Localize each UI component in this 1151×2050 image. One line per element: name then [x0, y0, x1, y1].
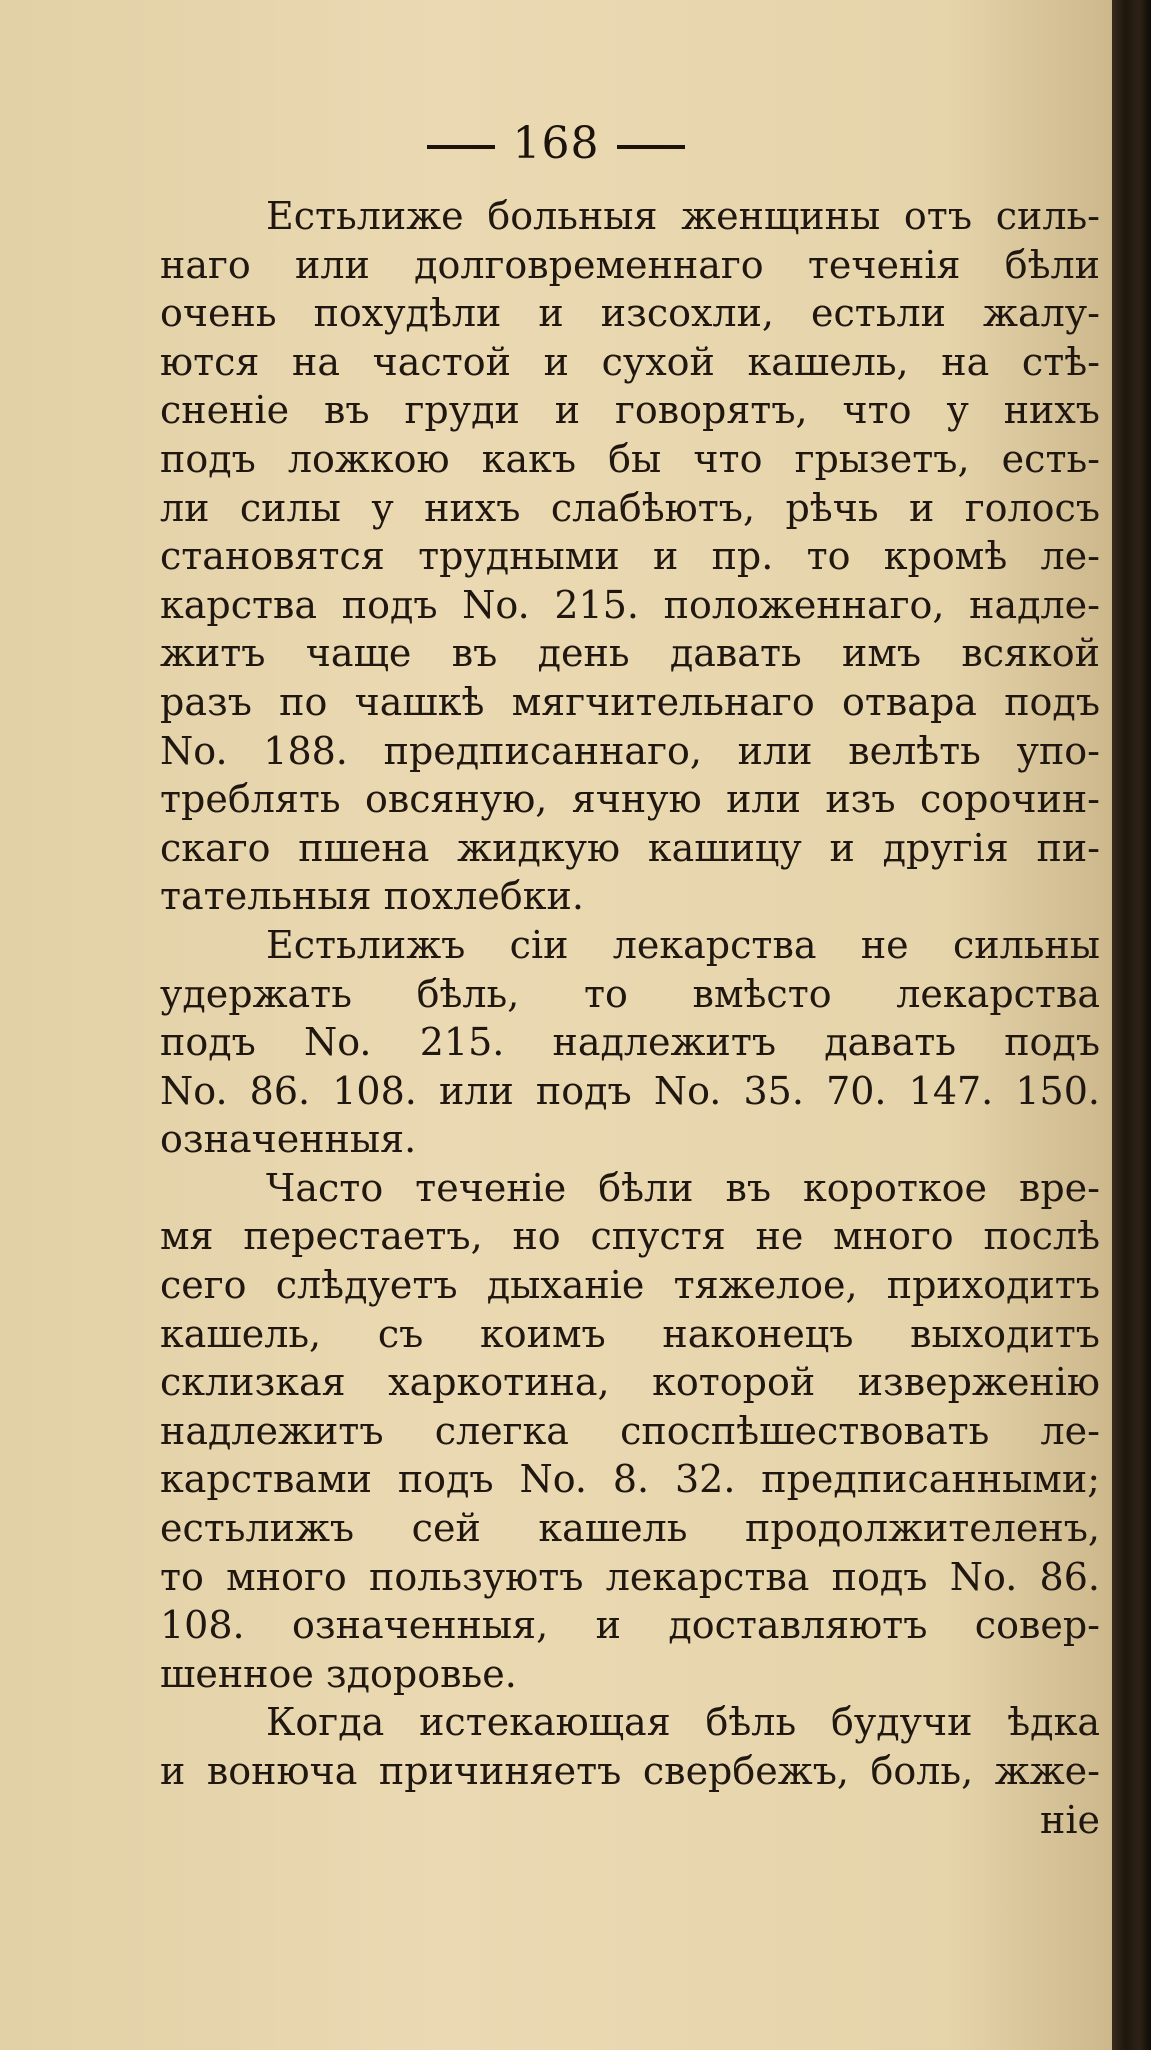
text-line: житъ чаще въ день давать имъ всякой	[160, 631, 1100, 676]
text-line: Часто теченіе бѣли въ короткое вре-	[266, 1165, 1100, 1210]
header-dash-right	[617, 145, 685, 149]
header-dash-left	[427, 145, 495, 149]
text-line: склизкая харкотина, которой изверженію	[160, 1360, 1100, 1405]
text-line: тательныя похлебки.	[160, 874, 584, 919]
text-line: Естьлиже больныя женщины отъ силь-	[266, 194, 1100, 238]
text-line: подъ No. 215. надлежитъ давать подъ	[160, 1020, 1100, 1065]
text-line: No. 188. предписаннаго, или велѣть упо-	[160, 728, 1100, 773]
text-line: шенное здоровье.	[160, 1651, 517, 1696]
text-line: кашель, съ коимъ наконецъ выходитъ	[160, 1311, 1100, 1356]
text-line: подъ ложкою какъ бы что грызетъ, есть-	[160, 436, 1100, 481]
text-line: означенныя.	[160, 1117, 417, 1162]
text-line: становятся трудными и пр. то кромѣ ле-	[160, 534, 1100, 579]
text-line: то много пользуютъ лекарства подъ No. 86.	[160, 1554, 1100, 1599]
body-text	[160, 192, 1100, 1844]
text-line: Когда истекающая бѣль будучи ѣдка	[266, 1700, 1100, 1745]
text-line: надлежитъ слегка споспѣшествовать ле-	[160, 1408, 1100, 1453]
text-line: ются на частой и сухой кашель, на стѣ-	[160, 339, 1100, 384]
text-line: Естьлижъ сіи лекарства не сильны	[266, 922, 1100, 967]
text-line: 108. означенныя, и доставляютъ совер-	[160, 1603, 1100, 1648]
text-line: скаго пшена жидкую кашицу и другія пи-	[160, 825, 1100, 870]
text-line: сего слѣдуетъ дыханіе тяжелое, приходитъ	[160, 1263, 1100, 1308]
text-line: мя перестаетъ, но спустя не много послѣ	[160, 1214, 1100, 1259]
text-line: и вонюча причиняетъ свербежъ, боль, жже-	[160, 1749, 1100, 1793]
page-header	[0, 118, 1112, 169]
catchword: ніе	[1040, 1797, 1100, 1842]
text-line: ли силы у нихъ слабѣютъ, рѣчь и голосъ	[160, 485, 1100, 530]
text-line: карства подъ No. 215. положеннаго, надле-	[160, 582, 1100, 627]
text-line: удержать бѣль, то вмѣсто лекарства	[160, 971, 1100, 1016]
text-line: сненіе въ груди и говорятъ, что у нихъ	[160, 388, 1100, 433]
book-binding-edge	[1112, 0, 1151, 2050]
text-line: естьлижъ сей кашель продолжителенъ,	[160, 1506, 1100, 1551]
text-line: разъ по чашкѣ мягчительнаго отвара подъ	[160, 679, 1100, 724]
text-line: треблять овсяную, ячную или изъ сорочин-	[160, 777, 1100, 822]
text-line: наго или долговременнаго теченія бѣли	[160, 242, 1100, 287]
text-line: No. 86. 108. или подъ No. 35. 70. 147. 150.	[160, 1068, 1100, 1113]
text-line: очень похудѣли и изсохли, естьли жалу-	[160, 291, 1100, 336]
text-line: карствами подъ No. 8. 32. предписанными;	[160, 1457, 1100, 1502]
page-number: 168	[512, 118, 600, 169]
